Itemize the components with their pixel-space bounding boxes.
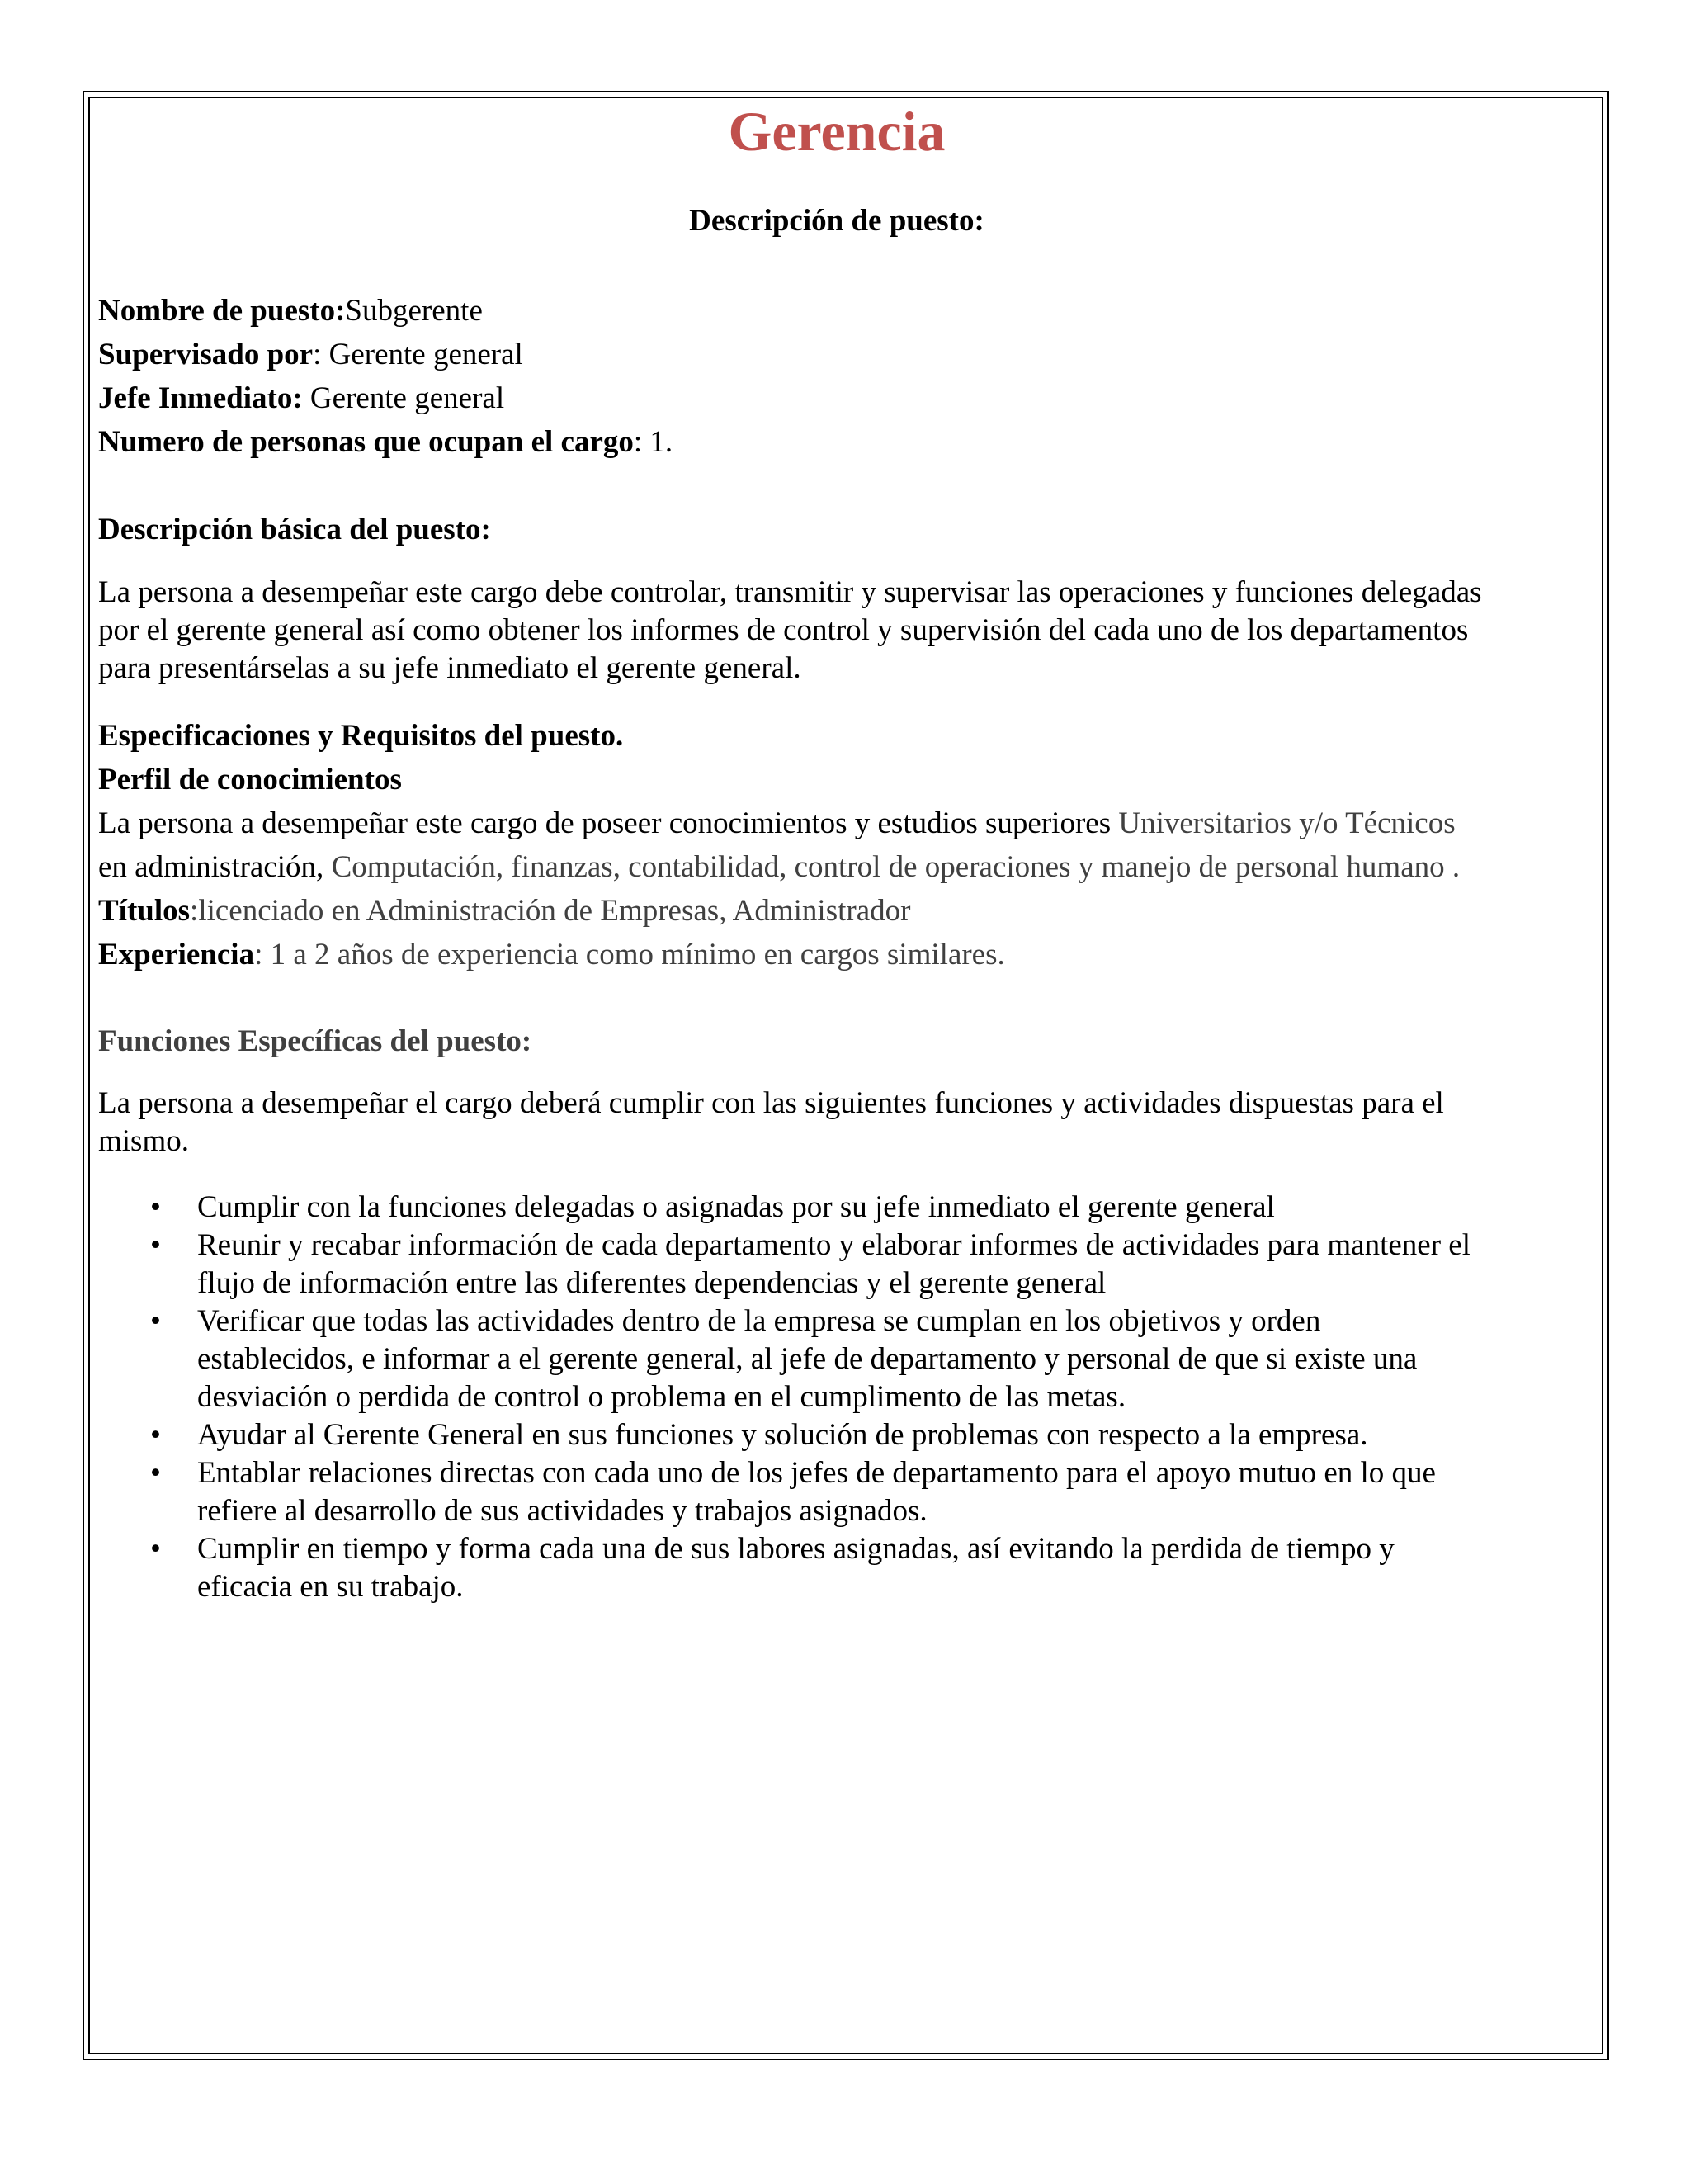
profile-text: La persona a desempeñar este cargo de poseer conocimientos y estudios superiores	[98, 806, 1119, 840]
list-item-line: refiere al desarrollo de sus actividades y trabajos asignados.	[197, 1494, 928, 1528]
page-title: Gerencia	[728, 100, 946, 163]
experience-label: Experiencia	[98, 938, 255, 971]
list-item	[98, 1416, 1596, 1454]
titles-line	[98, 893, 910, 929]
list-item-line: Cumplir con la funciones delegadas o asignadas por su jefe inmediato el gerente general	[197, 1190, 1275, 1224]
list-item-line: desviación o perdida de control o problema en el cumplimento de las metas.	[197, 1380, 1126, 1414]
field-value: Subgerente	[345, 294, 483, 328]
list-item	[98, 1530, 1596, 1606]
paragraph-line: La persona a desempeñar el cargo deberá cumplir con las siguientes funciones y actividades dispuestas para el	[98, 1086, 1444, 1120]
profile-heading: Perfil de conocimientos	[98, 763, 402, 797]
field-value: : 1.	[633, 425, 673, 459]
bullet-icon: •	[150, 1532, 161, 1566]
profile-line-2	[98, 849, 1460, 886]
requirements-heading: Especificaciones y Requisitos del puesto.	[98, 719, 624, 753]
functions-list	[98, 1189, 1596, 1606]
list-item-line: establecidos, e informar a el gerente general, al jefe de departamento y personal de que si existe una	[197, 1342, 1418, 1376]
field-label: Nombre de puesto:	[98, 294, 346, 328]
field-value: : Gerente general	[313, 338, 523, 371]
field-job-name	[98, 293, 483, 329]
profile-line-1	[98, 806, 1456, 842]
list-item	[98, 1189, 1596, 1227]
list-item-line: Cumplir en tiempo y forma cada una de sus labores asignadas, así evitando la perdida de tiempo y	[197, 1532, 1395, 1566]
list-item	[98, 1302, 1596, 1416]
functions-intro	[98, 1085, 1596, 1161]
basic-description-heading: Descripción básica del puesto:	[98, 513, 491, 546]
list-item-line: flujo de información entre las diferentes dependencias y el gerente general	[197, 1266, 1107, 1300]
list-item-line: Reunir y recabar información de cada departamento y elaborar informes de actividades para mantener el	[197, 1228, 1470, 1262]
field-headcount	[98, 424, 673, 461]
list-item-line: Entablar relaciones directas con cada uno de los jefes de departamento para el apoyo mutuo en lo que	[197, 1456, 1436, 1490]
field-immediate-boss	[98, 381, 504, 417]
titles-label: Títulos	[98, 894, 191, 928]
list-item	[98, 1227, 1596, 1302]
field-label: Supervisado por	[98, 338, 314, 371]
functions-heading: Funciones Específicas del puesto:	[98, 1024, 532, 1058]
paragraph-line: por el gerente general así como obtener los informes de control y supervisión del cada uno de los departamentos	[98, 613, 1469, 647]
bullet-icon: •	[150, 1304, 161, 1338]
field-value: Gerente general	[302, 381, 505, 415]
experience-value: : 1 a 2 años de experiencia como mínimo en cargos similares.	[254, 938, 1005, 971]
list-item-line: Verificar que todas las actividades dentro de la empresa se cumplan en los objetivos y orden	[197, 1304, 1321, 1338]
paragraph-line: mismo.	[98, 1124, 189, 1158]
field-label: Numero de personas que ocupan el cargo	[98, 425, 634, 459]
list-item	[98, 1454, 1596, 1530]
profile-text: en administración,	[98, 850, 332, 884]
field-label: Jefe Inmediato:	[98, 381, 303, 415]
bullet-icon: •	[150, 1456, 161, 1490]
profile-text-muted: Computación, finanzas, contabilidad, control de operaciones y manejo de personal humano .	[331, 850, 1461, 884]
basic-description-text	[98, 574, 1596, 688]
paragraph-line: La persona a desempeñar este cargo debe controlar, transmitir y supervisar las operaciones y funciones delegadas	[98, 575, 1482, 609]
bullet-icon: •	[150, 1190, 161, 1224]
page-subtitle: Descripción de puesto:	[689, 204, 984, 238]
field-supervised-by	[98, 337, 523, 373]
bullet-icon: •	[150, 1418, 161, 1452]
list-item-line: Ayudar al Gerente General en sus funciones y solución de problemas con respecto a la empresa.	[197, 1418, 1368, 1452]
titles-value: :licenciado en Administración de Empresas, Administrador	[190, 894, 911, 928]
bullet-icon: •	[150, 1228, 161, 1262]
list-item-line: eficacia en su trabajo.	[197, 1570, 464, 1604]
profile-text-muted: Universitarios y/o Técnicos	[1118, 806, 1456, 840]
experience-line	[98, 937, 1005, 973]
paragraph-line: para presentárselas a su jefe inmediato el gerente general.	[98, 651, 801, 685]
